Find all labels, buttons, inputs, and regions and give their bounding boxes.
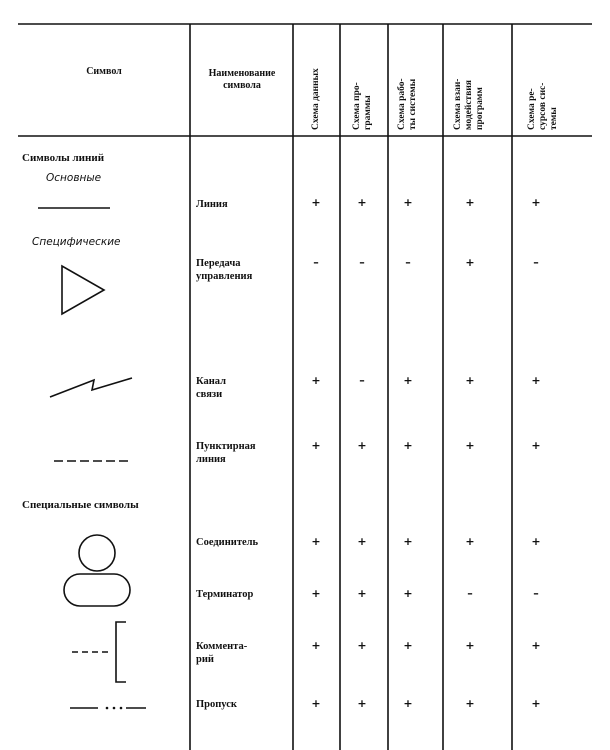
row-name-connector: Соединитель xyxy=(196,537,259,548)
mark-cell: + xyxy=(311,196,321,209)
header-col-data-scheme: Схема данных xyxy=(311,68,321,130)
header-col-resources-scheme: Схема ре- сурсов сис- темы xyxy=(527,82,559,130)
row-name-control-transfer: Передача управления xyxy=(196,258,253,282)
rounded-rect-icon xyxy=(64,574,130,606)
ellipsis-line-icon xyxy=(70,707,146,710)
section-line-symbols: Символы линий xyxy=(22,152,105,164)
mark-cell: + xyxy=(311,587,321,600)
mark-cell: + xyxy=(357,639,367,652)
mark-cell: + xyxy=(357,697,367,710)
row-name-line: Линия xyxy=(196,199,228,210)
mark-cell: + xyxy=(311,697,321,710)
header-col-interaction-scheme: Схема взаи- модействия программ xyxy=(453,78,485,130)
mark-cell: + xyxy=(531,196,541,209)
triangle-icon xyxy=(62,266,104,314)
mark-cell: + xyxy=(403,439,413,452)
mark-cell: + xyxy=(403,587,413,600)
mark-cell: + xyxy=(403,697,413,710)
mark-cell: + xyxy=(403,196,413,209)
mark-cell: + xyxy=(357,587,367,600)
mark-cell: – xyxy=(467,587,473,600)
row-name-dotted-line: Пунктирная линия xyxy=(196,441,256,465)
mark-cell: + xyxy=(465,196,475,209)
mark-cell: + xyxy=(465,697,475,710)
zigzag-icon xyxy=(50,378,132,397)
mark-cell: + xyxy=(357,535,367,548)
row-name-terminator: Терминатор xyxy=(196,589,254,600)
subsection-specific: Специфические xyxy=(32,236,121,248)
header-col-program-scheme: Схема про- граммы xyxy=(352,82,373,130)
mark-cell: + xyxy=(403,535,413,548)
mark-cell: + xyxy=(311,639,321,652)
mark-cell: – xyxy=(359,256,365,269)
mark-cell: + xyxy=(311,535,321,548)
symbol-icons xyxy=(0,0,190,750)
mark-cell: – xyxy=(533,256,539,269)
circle-icon xyxy=(79,535,115,571)
mark-cell: + xyxy=(403,639,413,652)
mark-cell: + xyxy=(465,639,475,652)
header-name: Наименование символа xyxy=(208,68,276,91)
mark-cell: + xyxy=(531,639,541,652)
mark-cell: + xyxy=(403,374,413,387)
mark-cell: + xyxy=(311,374,321,387)
mark-cell: + xyxy=(465,374,475,387)
mark-cell: + xyxy=(357,439,367,452)
header-col-system-scheme: Схема рабо- ты системы xyxy=(397,78,418,130)
mark-cell: – xyxy=(359,374,365,387)
mark-cell: + xyxy=(531,439,541,452)
mark-cell: + xyxy=(531,697,541,710)
mark-cell: + xyxy=(311,439,321,452)
mark-cell: + xyxy=(465,535,475,548)
header-symbol: Символ xyxy=(86,66,122,77)
row-name-skip: Пропуск xyxy=(196,699,237,710)
row-name-comment: Коммента- рий xyxy=(196,641,248,665)
mark-cell: + xyxy=(465,439,475,452)
mark-cell: + xyxy=(465,256,475,269)
mark-cell: – xyxy=(405,256,411,269)
subsection-basic: Основные xyxy=(46,172,102,184)
mark-cell: + xyxy=(531,535,541,548)
comment-bracket-icon xyxy=(72,622,126,682)
section-special-symbols: Специальные символы xyxy=(22,499,139,511)
row-name-comm-channel: Канал связи xyxy=(196,376,227,400)
mark-cell: + xyxy=(531,374,541,387)
mark-cell: + xyxy=(357,196,367,209)
mark-cell: – xyxy=(313,256,319,269)
mark-cell: – xyxy=(533,587,539,600)
